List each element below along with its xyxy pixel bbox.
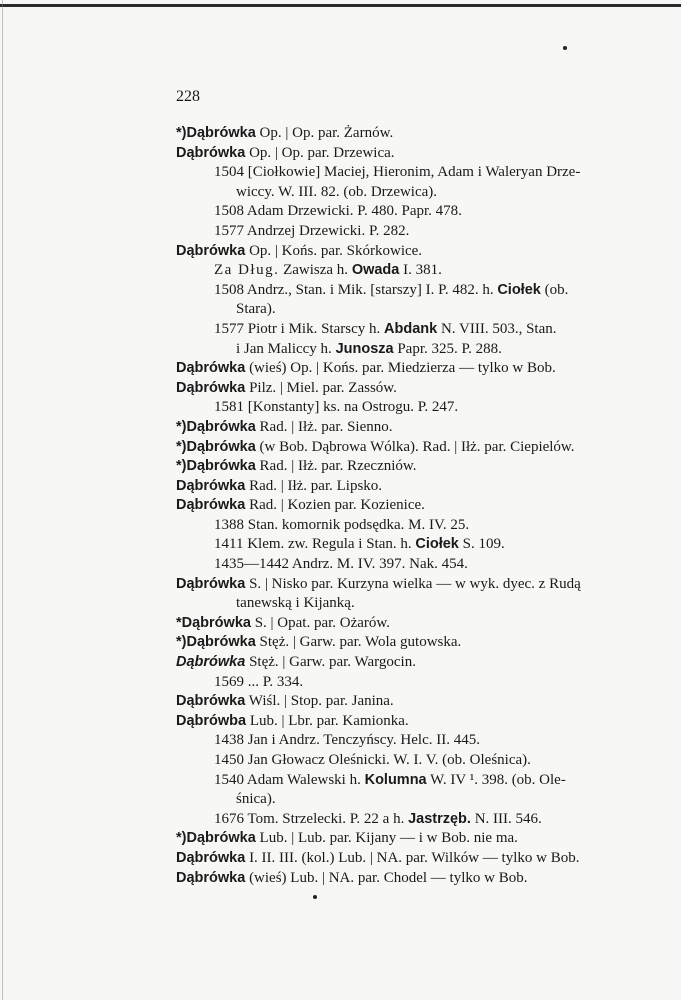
entry-text: (wieś) Lub. | NA. par. Chodel — tylko w Bob. (245, 869, 528, 886)
entry-detail-line (176, 594, 636, 614)
entry-text: Zawisza h. (279, 262, 352, 279)
coat-of-arms-name: Abdank (384, 320, 438, 337)
entry-text: 1450 Jan Głowacz Oleśnicki. W. I. V. (ob. Oleśnica). (214, 752, 531, 768)
coat-of-arms-name: Junosza (335, 340, 394, 357)
entry-heading-line (176, 653, 636, 673)
entry-text: i Jan Maliccy h. (236, 340, 336, 357)
entry-heading-line (176, 438, 636, 458)
entry-detail-line (176, 281, 636, 301)
page-number: 228 (176, 88, 200, 105)
place-name: Dąbrówka (176, 693, 246, 710)
entry-text: 1508 Andrz., Stan. i Mik. [starszy] I. P. 482. h. (214, 281, 498, 298)
entry-detail-line (176, 535, 636, 555)
speck-mark (563, 46, 567, 50)
entry-text: W. IV ¹. 398. (ob. Ole- (426, 771, 566, 788)
entry-detail-line (176, 673, 636, 693)
entry-text: 1581 [Konstanty] ks. na Ostrogu. P. 247. (214, 399, 459, 416)
entry-text: 1577 Andrzej Drzewicki. P. 282. (214, 222, 410, 239)
place-name: *)Dąbrówka (176, 418, 256, 435)
entry-heading-line (176, 242, 636, 262)
entry-detail-line (176, 790, 636, 810)
entry-text: Rad. | Kozien par. Kozienice. (245, 497, 425, 514)
entry-heading-line (176, 712, 636, 732)
entry-heading-line (176, 144, 636, 164)
entry-text: Stara). (236, 301, 276, 318)
entry-detail-line (176, 163, 636, 183)
entry-text: Rad. | Iłż. par. Sienno. (255, 418, 393, 435)
entry-detail-line (176, 751, 636, 771)
entry-text: Lub. | Lub. par. Kijany — i w Bob. nie ma. (255, 830, 518, 847)
entry-heading-line (176, 849, 636, 869)
place-name: *)Dąbrówka (176, 125, 256, 141)
entry-heading-line (176, 633, 636, 653)
entry-text: 1569 ... P. 334. (214, 673, 304, 690)
entry-text: wiccy. W. III. 82. (ob. Drzewica). (236, 183, 438, 200)
place-name: Dąbrówka (176, 477, 246, 494)
entry-text: 1438 Jan i Andrz. Tenczyńscy. Helc. II. 445. (214, 732, 480, 749)
entry-text: Rad. | Iłż. par. Rzeczniów. (255, 458, 417, 475)
place-name: Dąbrówba (176, 712, 247, 729)
entry-text: 1508 Adam Drzewicki. P. 480. Papr. 478. (214, 203, 462, 220)
place-name: Dąbrówka (176, 654, 246, 671)
entry-detail-line (176, 222, 636, 242)
coat-of-arms-name: Ciołek (415, 536, 459, 553)
speck-mark (313, 895, 317, 899)
entry-text: 1388 Stan. komornik podsędka. M. IV. 25. (214, 516, 470, 533)
entry-text: 1577 Piotr i Mik. Starscy h. (214, 320, 385, 337)
entry-heading-line (176, 379, 636, 399)
entry-text: Wiśl. | Stop. par. Janina. (245, 693, 394, 710)
place-name: Dąbrówka (176, 869, 246, 886)
coat-of-arms-name: Jastrzęb. (408, 810, 471, 827)
entry-text: Lub. | Lbr. par. Kamionka. (246, 712, 409, 729)
entry-text: Stęż. | Garw. par. Wola gutowska. (255, 634, 462, 651)
entry-heading-line (176, 869, 636, 889)
entry-detail-line (176, 810, 636, 830)
entry-text: Papr. 325. P. 288. (393, 340, 502, 357)
place-name: Dąbrówka (176, 575, 246, 592)
entry-heading-line (176, 614, 636, 634)
entry-detail-line (176, 261, 636, 281)
entry-text: śnica). (236, 791, 276, 808)
entry-list (176, 124, 636, 888)
top-border-rule (0, 4, 681, 7)
entry-text: 1435—1442 Andrz. M. IV. 397. Nak. 454. (214, 556, 468, 573)
entry-text: S. | Nisko par. Kurzyna wielka — w wyk. dyec. z Rudą (245, 575, 581, 592)
entry-text: 1540 Adam Walewski h. (214, 771, 365, 788)
coat-of-arms-name: Owada (351, 262, 400, 279)
page-left-edge (2, 0, 3, 1000)
entry-text: (wieś) Op. | Końs. par. Miedzierza — tylko w Bob. (245, 360, 556, 377)
place-name: *)Dąbrówka (176, 458, 256, 475)
place-name: Dąbrówka (176, 849, 246, 866)
entry-text: Stęż. | Garw. par. Wargocin. (245, 654, 416, 671)
entry-text: Op. | Op. par. Żarnów. (255, 125, 394, 141)
entry-detail-line (176, 398, 636, 418)
place-name: *)Dąbrówka (176, 634, 256, 651)
entry-detail-line (176, 320, 636, 340)
place-name: *)Dąbrówka (176, 438, 256, 455)
place-name: Dąbrówka (176, 497, 246, 514)
entry-text: Pilz. | Miel. par. Zassów. (245, 379, 397, 396)
entry-text: I. 381. (399, 262, 442, 279)
entry-text: S. | Opat. par. Ożarów. (250, 614, 391, 631)
entry-text: 1676 Tom. Strzelecki. P. 22 a h. (214, 810, 409, 827)
entry-text: 1411 Klem. zw. Regula i Stan. h. (214, 536, 416, 553)
entry-heading-line (176, 829, 636, 849)
entry-heading-line (176, 359, 636, 379)
place-name: Dąbrówka (176, 242, 246, 259)
entry-detail-line (176, 340, 636, 360)
entry-text: N. III. 546. (470, 810, 542, 827)
entry-heading-line (176, 575, 636, 595)
place-name: *Dąbrówka (176, 614, 251, 631)
entry-detail-line (176, 555, 636, 575)
entry-heading-line (176, 692, 636, 712)
entry-detail-line (176, 771, 636, 791)
entry-text: Op. | Op. par. Drzewica. (245, 144, 395, 161)
entry-detail-line (176, 731, 636, 751)
entry-text: I. II. III. (kol.) Lub. | NA. par. Wilków — tylko w Bob. (245, 849, 580, 866)
entry-heading-line (176, 418, 636, 438)
entry-text: Rad. | Iłż. par. Lipsko. (245, 477, 383, 494)
entry-text: N. VIII. 503., Stan. (437, 320, 557, 337)
coat-of-arms-name: Ciołek (497, 281, 541, 298)
entry-detail-line (176, 183, 636, 203)
entry-text: S. 109. (458, 536, 505, 553)
place-name: Dąbrówka (176, 379, 246, 396)
entry-heading-line (176, 477, 636, 497)
place-name: Dąbrówka (176, 144, 246, 161)
entry-text: 1504 [Ciołkowie] Maciej, Hieronim, Adam i Waleryan Drze- (214, 164, 581, 181)
entry-heading-line (176, 124, 636, 144)
entry-detail-line (176, 202, 636, 222)
entry-heading-line (176, 496, 636, 516)
spaced-text: Za Dług. (214, 262, 280, 279)
entry-text: tanewską i Kijanką. (236, 595, 355, 612)
entry-text: Op. | Końs. par. Skórkowice. (245, 242, 423, 259)
entry-heading-line (176, 457, 636, 477)
place-name: Dąbrówka (176, 360, 246, 377)
coat-of-arms-name: Kolumna (364, 771, 427, 788)
entry-text: (ob. (540, 281, 569, 298)
entry-text: (w Bob. Dąbrowa Wólka). Rad. | Iłż. par. Ciepielów. (255, 438, 575, 455)
place-name: *)Dąbrówka (176, 830, 256, 847)
entry-detail-line (176, 516, 636, 536)
entry-detail-line (176, 300, 636, 320)
